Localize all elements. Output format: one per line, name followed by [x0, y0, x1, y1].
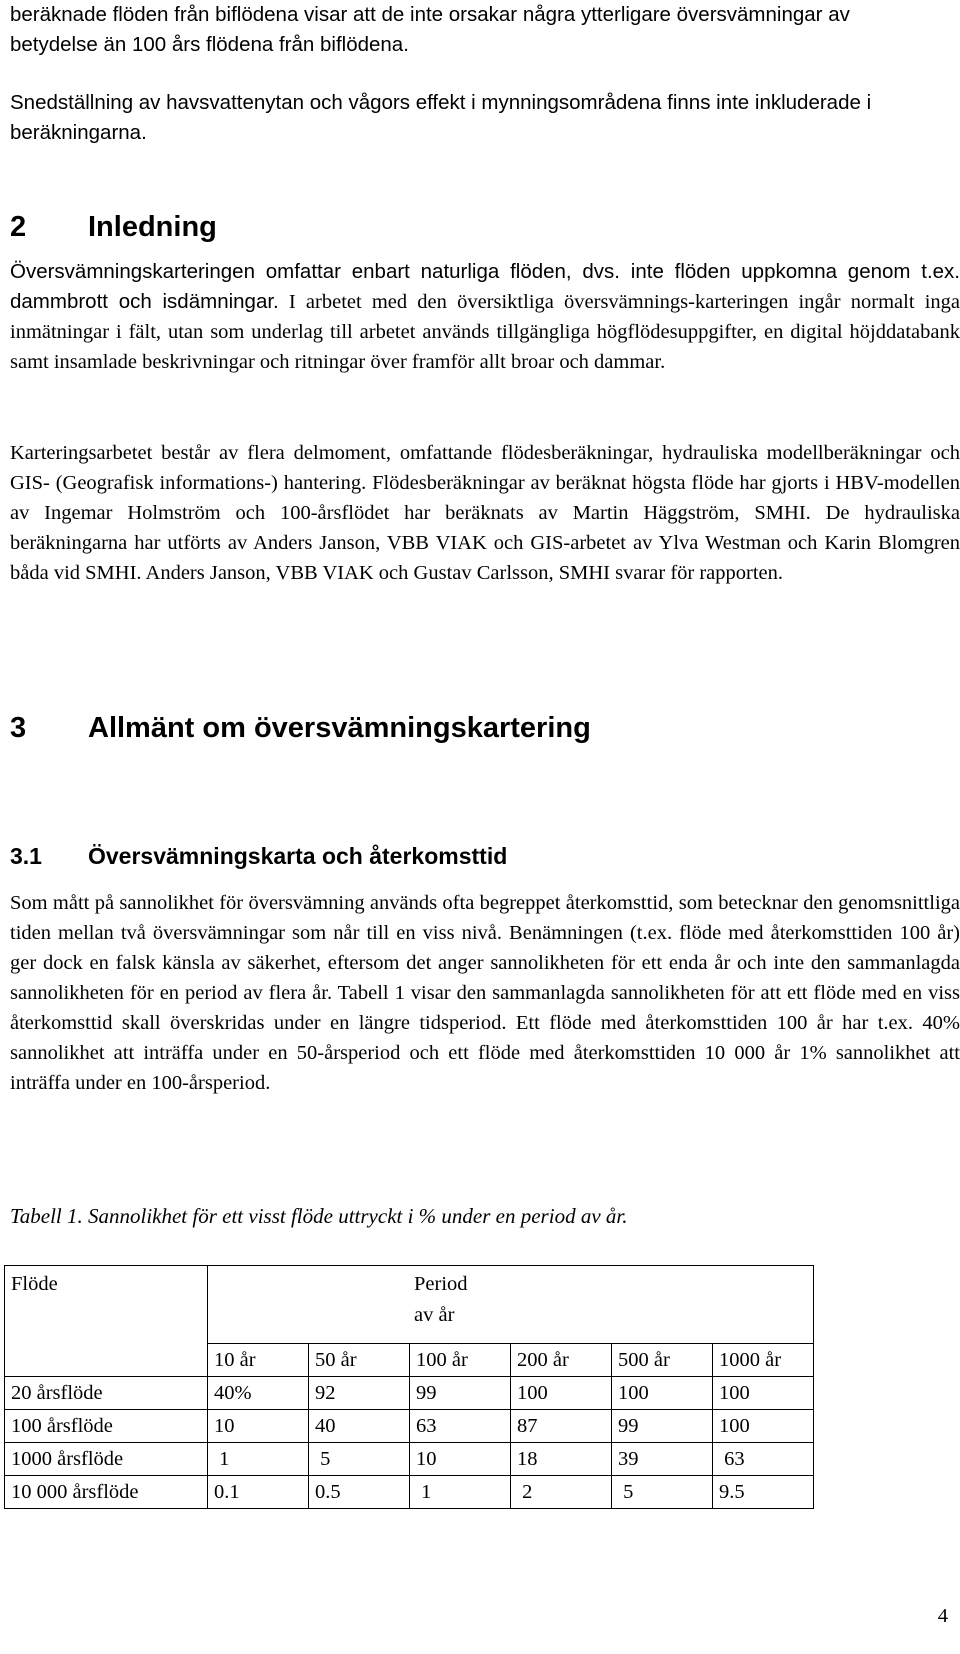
section-3-1-heading: [10, 842, 507, 870]
table-cell: 18: [511, 1443, 612, 1476]
section-3-title: Allmänt om översvämningskartering: [88, 712, 591, 744]
table-column-header: 200 år: [511, 1344, 612, 1377]
table-cell: 0.1: [208, 1476, 309, 1509]
table-cell: 9.5: [713, 1476, 814, 1509]
table-cell: 1: [410, 1476, 511, 1509]
table-1-caption: Tabell 1. Sannolikhet för ett visst flöde uttryckt i % under en period av år.: [10, 1204, 628, 1228]
table-row-label: 100 årsflöde: [5, 1410, 208, 1443]
table-header-row: [5, 1266, 814, 1344]
page-number: 4: [937, 1605, 948, 1627]
section-2-title: Inledning: [88, 211, 217, 243]
table-row-label: 1000 årsflöde: [5, 1443, 208, 1476]
table-cell: 0.5: [309, 1476, 410, 1509]
section-3-1-title: Översvämningskarta och återkomsttid: [88, 843, 508, 869]
table-row: [5, 1476, 814, 1509]
table-row-label: 20 årsflöde: [5, 1377, 208, 1410]
table-cell: 99: [612, 1410, 713, 1443]
table-column-header: 500 år: [612, 1344, 713, 1377]
table-cell: 1: [208, 1443, 309, 1476]
table-cell: 2: [511, 1476, 612, 1509]
section-3-number: 3: [10, 712, 27, 744]
table-period-header-line-2: av år: [414, 1304, 455, 1326]
table-cell: 10: [410, 1443, 511, 1476]
table-cell: 87: [511, 1410, 612, 1443]
table-cell: 40%: [208, 1377, 309, 1410]
section-3-1-number: 3.1: [10, 843, 42, 869]
table-cell: 100: [713, 1410, 814, 1443]
section-2-heading: [10, 210, 217, 244]
section-3-1-paragraph: Som mått på sannolikhet för översvämning används ofta begreppet återkomsttid, som betecknar den genomsnittliga tiden mellan två översvämningar som når till en viss nivå. Benämningen (t.ex. flöde med återkomsttiden 100 år) ger dock en falsk känsla av säkerhet, eftersom det anger sannolikheten för ett enda år och inte den sammanlagda sannolikheten för en period av flera år. Tabell 1 visar den sammanlagda sannolikheten för att ett flöde med en viss återkomsttid skall överskridas under en längre tidsperiod. Ett flöde med återkomsttiden 100 år har t.ex. 40% sannolikhet att inträffa under en 50-årsperiod och ett flöde med återkomsttiden 10 000 år 1% sannolikhet att inträffa under en 100-årsperiod.: [10, 892, 960, 1094]
table-row-label: 10 000 årsflöde: [5, 1476, 208, 1509]
section-2-paragraph-1: [10, 257, 960, 377]
table-cell: 100: [713, 1377, 814, 1410]
intro-paragraph-1: beräknade flöden från biflödena visar att de inte orsakar några ytterligare översvämningar av betydelse än 100 års flödena från biflödena.: [10, 3, 850, 56]
table-cell: 10: [208, 1410, 309, 1443]
table-column-header: 100 år: [410, 1344, 511, 1377]
table-column-header: 1000 år: [713, 1344, 814, 1377]
table-1: [4, 1265, 814, 1509]
table-cell: 63: [713, 1443, 814, 1476]
section-2-paragraph-2: Karteringsarbetet består av flera delmoment, omfattande flödesberäkningar, hydrauliska modellberäkningar och GIS- (Geografisk informations-) hantering. Flödesberäkningar av beräknat högsta flöde har gjorts i HBV-modellen av Ingemar Holmström och 100-årsflödet har beräknats av Martin Häggström, SMHI. De hydrauliska beräkningarna har utförts av Anders Janson, VBB VIAK och GIS-arbetet av Ylva Westman och Karin Blomgren båda vid SMHI. Anders Janson, VBB VIAK och Gustav Carlsson, SMHI svarar för rapporten.: [10, 442, 960, 584]
intro-paragraph-2: Snedställning av havsvattenytan och vågors effekt i mynningsområdena finns inte inkluderade i beräkningarna.: [10, 91, 872, 144]
table-cell: 99: [410, 1377, 511, 1410]
section-2-paragraph-1-serif-part: I arbetet med den översiktliga översvämnings-karteringen ingår normalt inga inmätningar i fält, utan som underlag till arbetet används tillgängliga högflödesuppgifter, en digital höjddatabank samt insamlade beskrivningar och ritningar över framför allt broar och dammar.: [10, 291, 960, 373]
table-period-header: [208, 1266, 814, 1344]
table-cell: 5: [612, 1476, 713, 1509]
section-3-heading: [10, 711, 591, 745]
table-cell: 39: [612, 1443, 713, 1476]
table-cell: 40: [309, 1410, 410, 1443]
table-row: [5, 1443, 814, 1476]
table-cell: 100: [511, 1377, 612, 1410]
table-period-header-line-1: Period: [414, 1273, 468, 1295]
section-2-paragraph-1-sans-part: Översvämningskarteringen omfattar enbart naturliga flöden, dvs. inte flöden uppkomna genom t.ex. dammbrott och isdämningar.: [10, 260, 960, 313]
section-2-number: 2: [10, 211, 27, 243]
table-row: [5, 1410, 814, 1443]
table-cell: 5: [309, 1443, 410, 1476]
table-cell: 63: [410, 1410, 511, 1443]
table-corner-label: Flöde: [5, 1266, 208, 1377]
table-row: [5, 1377, 814, 1410]
table-column-header: 10 år: [208, 1344, 309, 1377]
table-cell: 92: [309, 1377, 410, 1410]
table-cell: 100: [612, 1377, 713, 1410]
table-column-header: 50 år: [309, 1344, 410, 1377]
